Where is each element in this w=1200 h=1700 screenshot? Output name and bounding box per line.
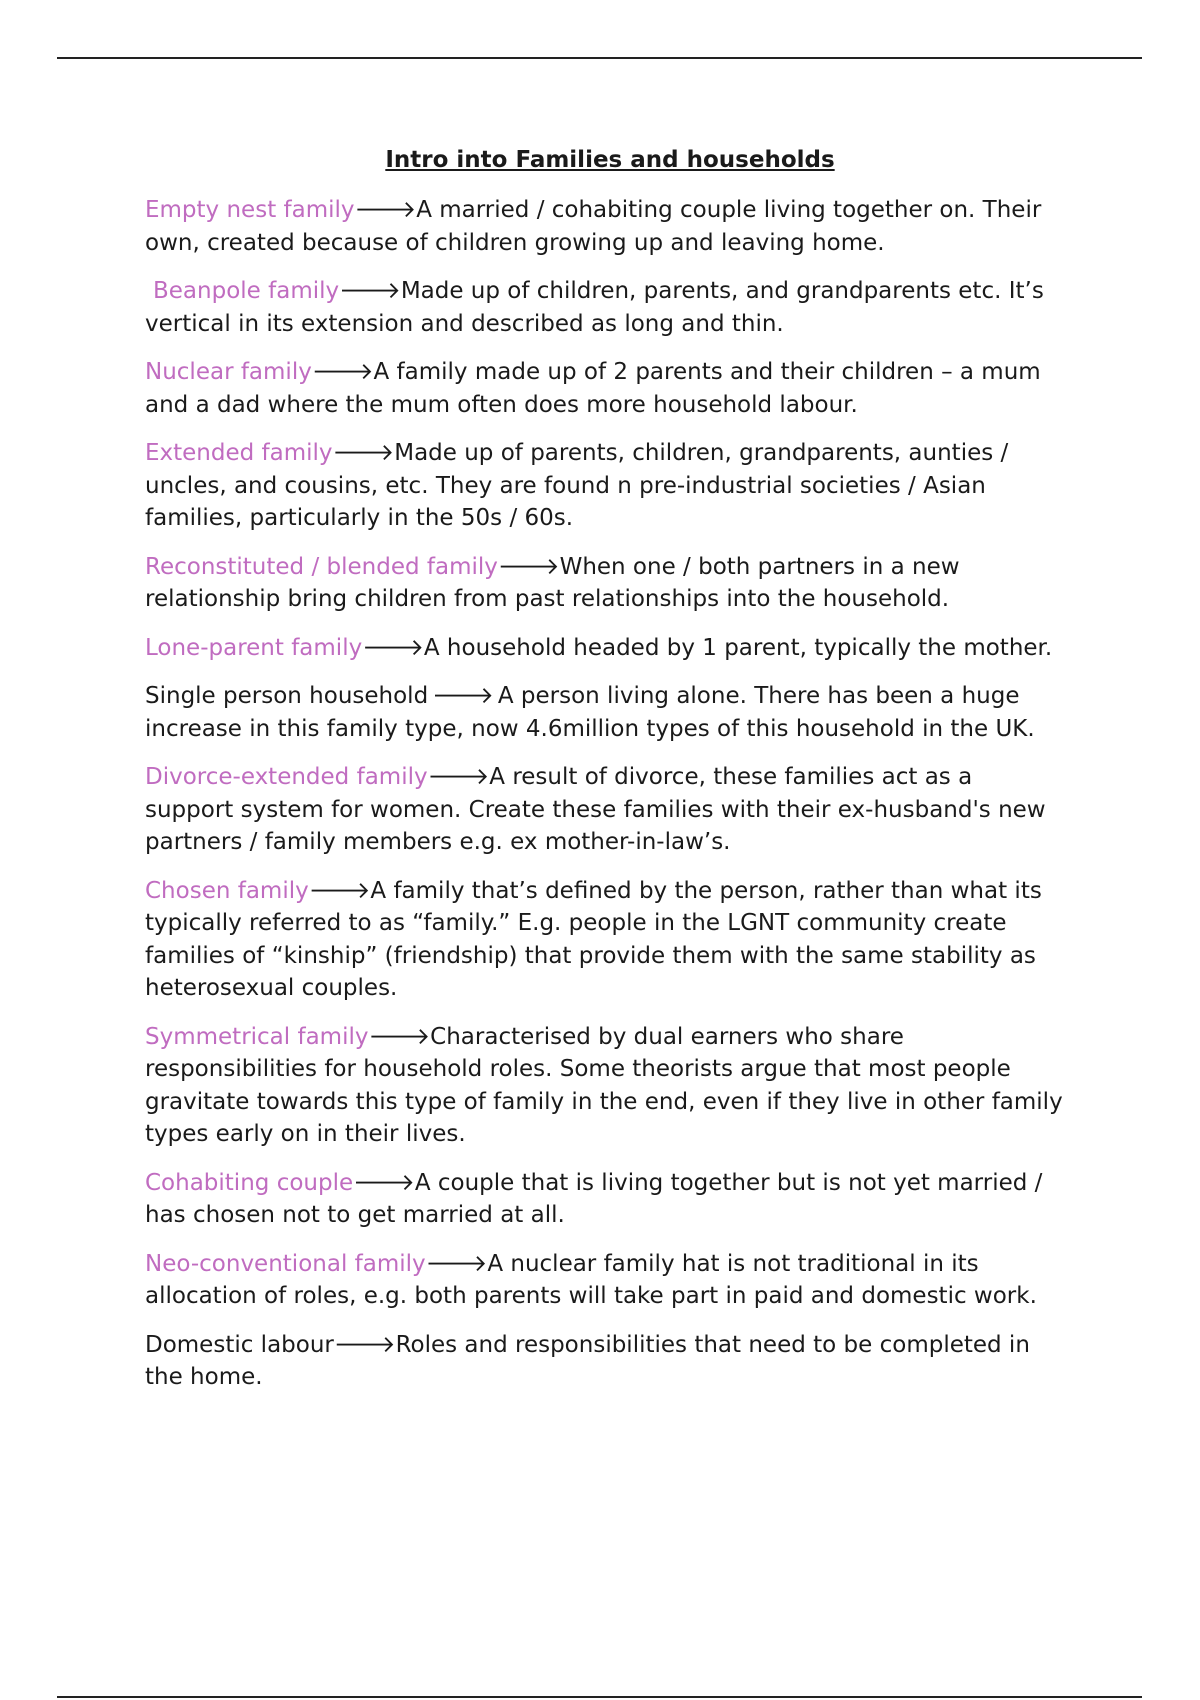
definition-entry: [145, 356, 1065, 421]
definition-entry: [145, 194, 1065, 259]
document-body: [145, 140, 1065, 1410]
definition-entry: [145, 1021, 1065, 1151]
page-title: Intro into Families and households: [385, 147, 835, 173]
definition-text: A family that’s defined by the person, rather than what its typically referred to as “family.” E.g. people in the LGNT community create families of “kinship” (friendship) that provide them with the same stability as heterosexual couples.: [145, 877, 1042, 1001]
term-nuclear: Nuclear family: [145, 359, 312, 385]
definition-entry: [145, 1329, 1065, 1394]
term-cohabiting: Cohabiting couple: [145, 1169, 354, 1196]
term-empty-nest: Empty nest family: [145, 197, 355, 223]
definition-entry: [145, 437, 1065, 535]
top-rule: [57, 57, 1142, 59]
arrow-icon: 🡒: [354, 197, 417, 223]
definition-entry: [145, 875, 1065, 1005]
term-symmetrical: Symmetrical family: [145, 1023, 369, 1050]
definition-text: A nuclear family hat is not traditional in its allocation of roles, e.g. both parents will take part in paid and domestic work.: [145, 1250, 1037, 1309]
definition-entry: [145, 680, 1065, 745]
arrow-icon: 🡒: [308, 877, 371, 904]
definition-text: A person living alone. There has been a huge increase in this family type, now 4.6million types of this household in the UK.: [145, 683, 1035, 742]
term-extended: Extended family: [145, 440, 333, 466]
definition-text: A household headed by 1 parent, typically the mother.: [423, 634, 1053, 661]
arrow-icon: 🡒: [362, 634, 424, 661]
arrow-icon: 🡒: [332, 440, 395, 466]
arrow-icon: 🡒: [311, 359, 374, 385]
arrow-icon: 🡒: [353, 1169, 415, 1196]
definition-text: A family made up of 2 parents and their children – a mum and a dad where the mum often does more household labour.: [145, 359, 1041, 418]
definition-entry: [145, 1167, 1065, 1232]
term-divorce-extended: Divorce-extended family: [145, 764, 428, 790]
term-chosen: Chosen family: [145, 877, 309, 904]
definition-text: Made up of parents, children, grandparents, aunties / uncles, and cousins, etc. They are found n pre-industrial societies / Asian families, particularly in the 50s / 60s.: [145, 440, 1009, 531]
definition-text: A couple that is living together but is not yet married / has chosen not to get married at all.: [145, 1169, 1043, 1228]
term-neo-conventional: Neo-conventional family: [145, 1250, 426, 1277]
term-domestic-labour: Domestic labour: [145, 1331, 334, 1358]
arrow-icon: 🡒: [497, 553, 560, 580]
arrow-icon: 🡒: [333, 1331, 396, 1358]
term-lone-parent: Lone-parent family: [145, 634, 363, 661]
definition-text: Roles and responsibilities that need to be completed in the home.: [145, 1331, 1030, 1390]
term-single-person: Single person household: [145, 683, 429, 709]
arrow-icon: 🡒: [427, 764, 490, 790]
definition-entry: [145, 761, 1065, 859]
definition-entry: [145, 551, 1065, 616]
definition-entry: [145, 1248, 1065, 1313]
term-beanpole: Beanpole family: [153, 278, 340, 304]
definition-entry: [145, 275, 1065, 340]
bottom-rule: [57, 1696, 1142, 1698]
term-reconstituted: Reconstituted / blended family: [145, 553, 498, 580]
definition-text: Made up of children, parents, and grandparents etc. It’s vertical in its extension and described as long and thin.: [145, 278, 1044, 337]
definition-entry: [145, 632, 1065, 665]
arrow-icon: 🡒: [339, 278, 401, 304]
definition-text: A married / cohabiting couple living together on. Their own, created because of children growing up and leaving home.: [145, 197, 1042, 256]
definition-text: When one / both partners in a new relationship bring children from past relationships into the household.: [145, 553, 960, 612]
arrow-icon: 🡒: [425, 1250, 488, 1277]
arrow-icon: 🡒: [368, 1023, 431, 1050]
definition-text: A result of divorce, these families act as a support system for women. Create these families with their ex-husband's new partners / family members e.g. ex mother-in-law’s.: [145, 764, 1046, 855]
arrow-icon: 🡒: [432, 683, 494, 709]
definition-text: Characterised by dual earners who share responsibilities for household roles. Some theorists argue that most people gravitate towards this type of family in the end, even if they live in other family types early on in their lives.: [145, 1023, 1063, 1147]
